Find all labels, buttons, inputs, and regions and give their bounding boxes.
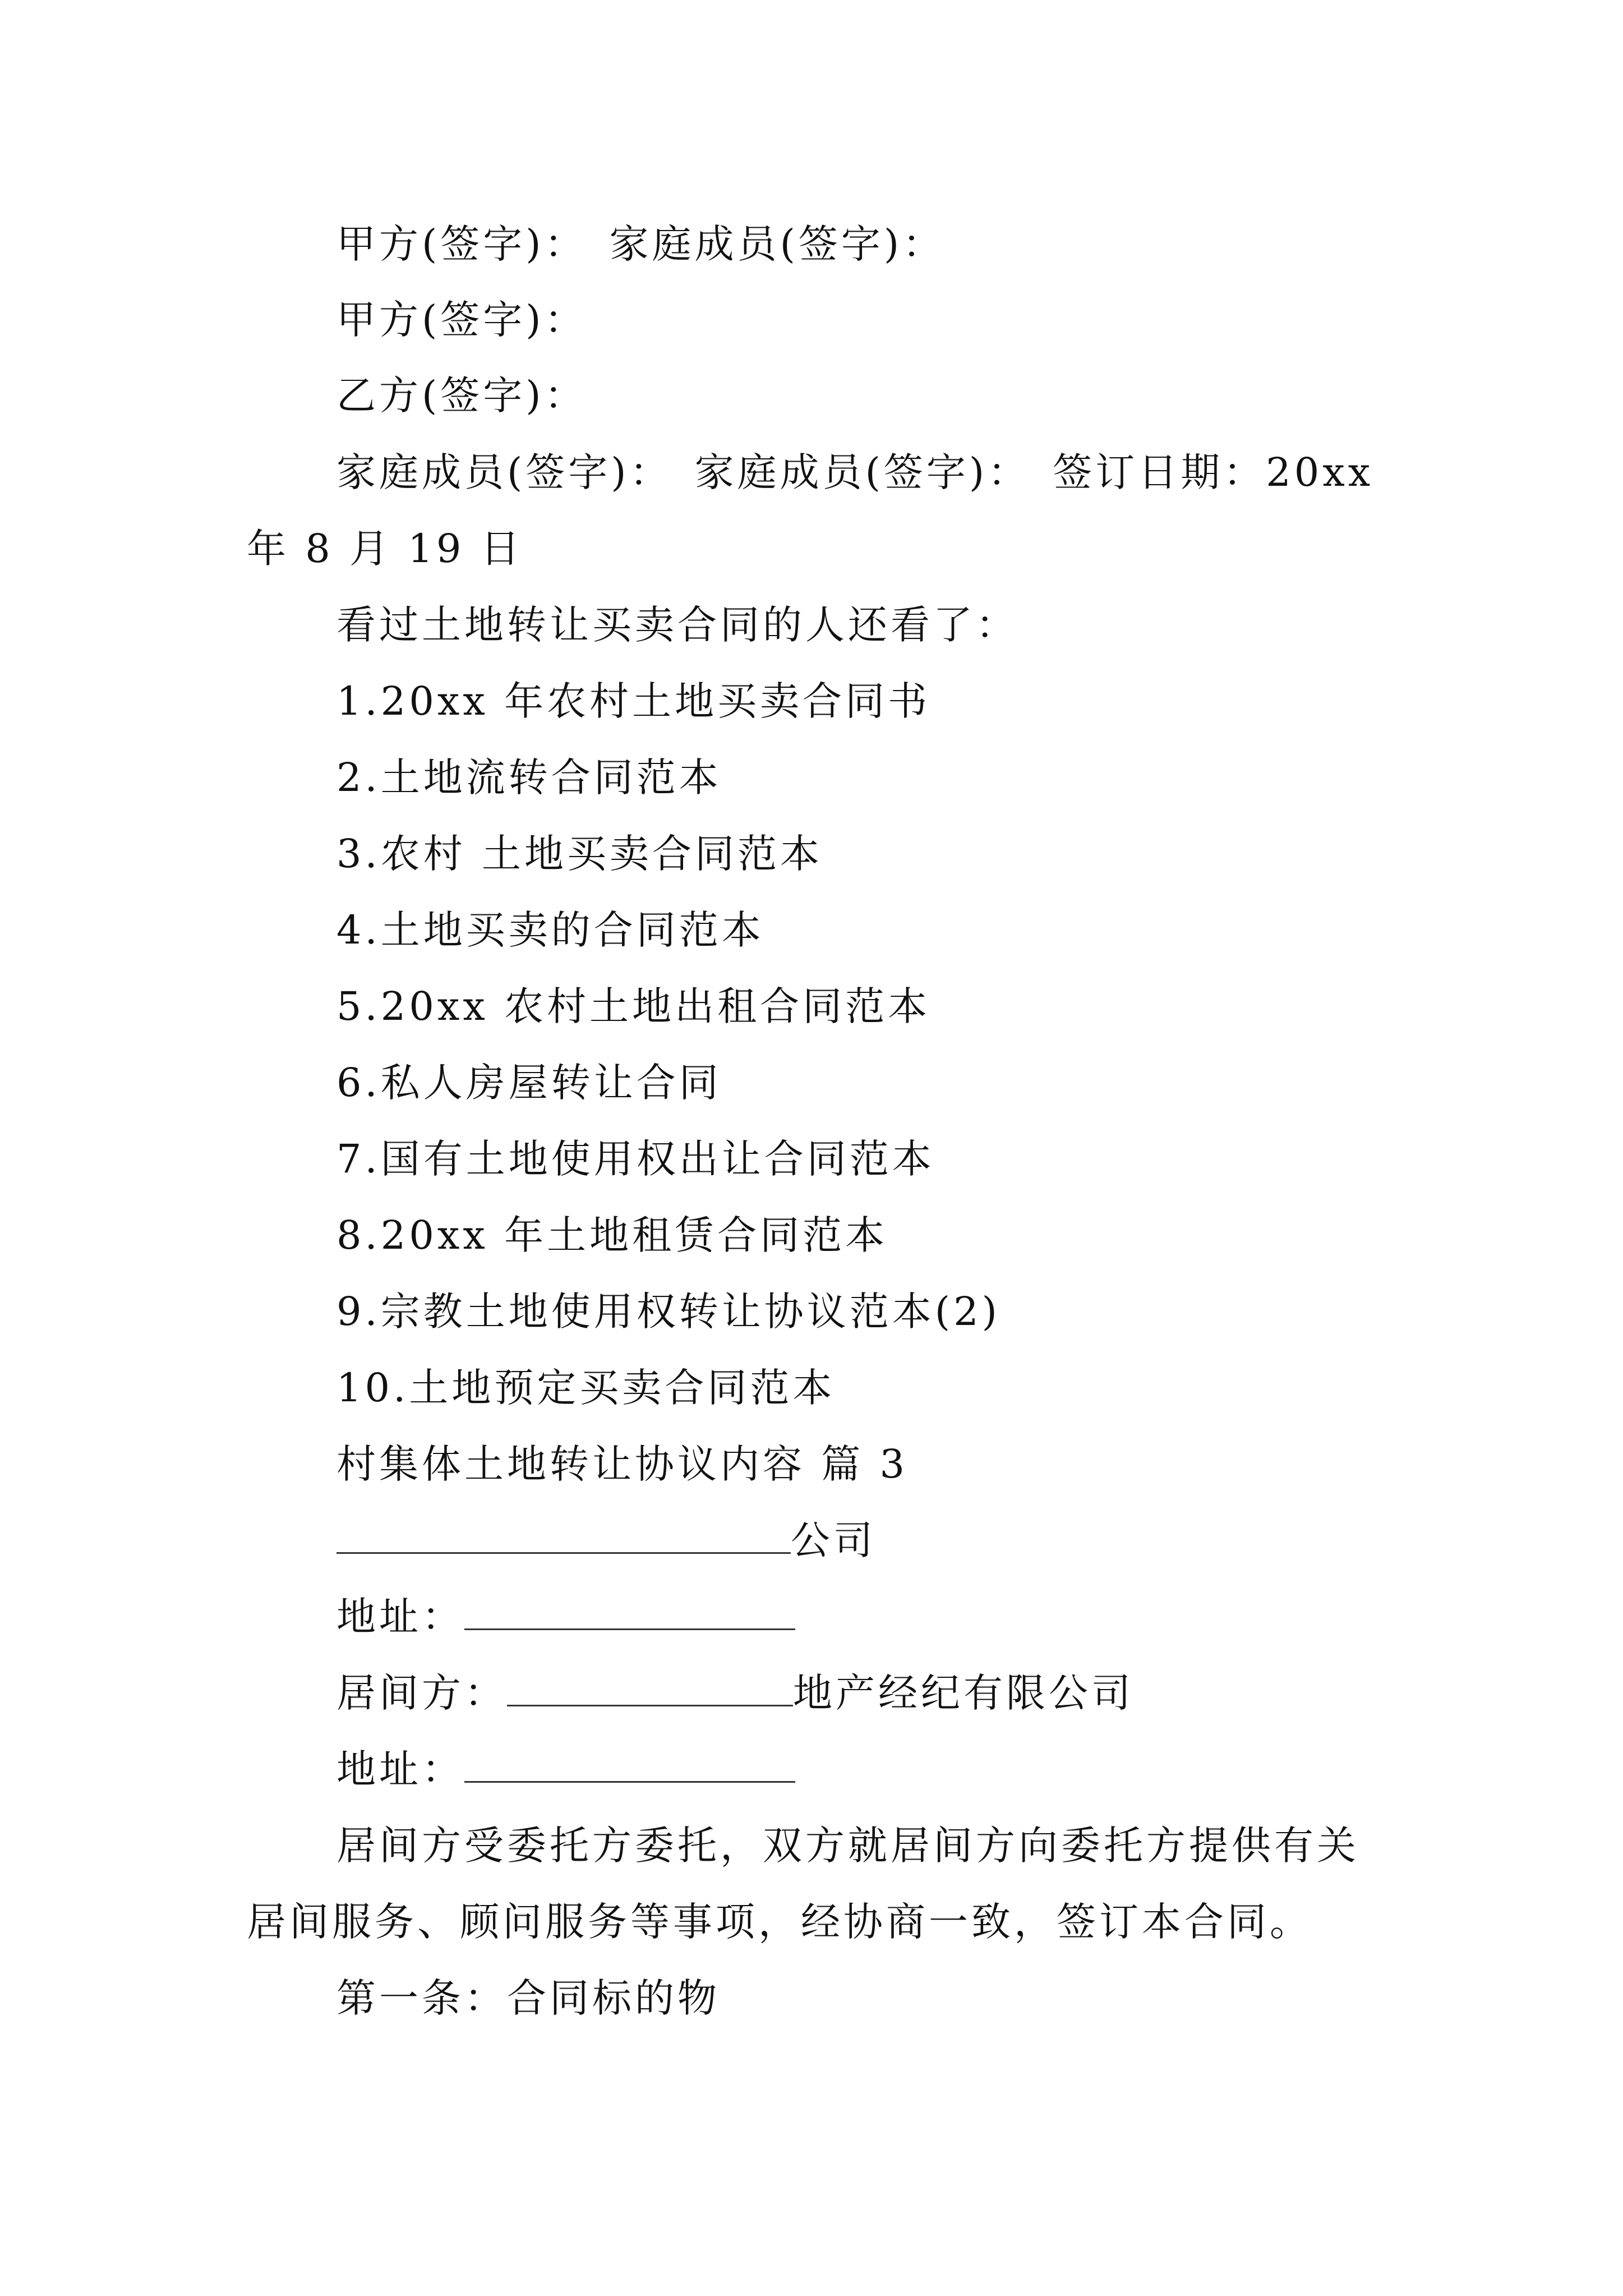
list-item[interactable] [0, 826, 1623, 882]
list-item-text[interactable]: 1.20xx 年农村土地买卖合同书 [336, 678, 931, 724]
address-line-2 [0, 1741, 1623, 1797]
list-item[interactable] [0, 1131, 1623, 1187]
list-item-text[interactable]: 5.20xx 农村土地出租合同范本 [336, 983, 931, 1029]
article-heading-text: 第一条：合同标的物 [336, 1975, 720, 2021]
family-member-signature-label-3: 家庭成员(签字)： [694, 449, 1031, 495]
paragraph-line-1 [0, 1818, 1623, 1874]
article-heading [0, 1970, 1623, 2026]
address-label: 地址： [336, 1594, 464, 1640]
address-blank [464, 1589, 795, 1630]
signing-date-label: 签订日期：20xx [1053, 449, 1374, 495]
signature-line-4 [0, 444, 1623, 500]
list-item[interactable] [0, 978, 1623, 1034]
list-item-text[interactable]: 7.国有土地使用权出让合同范本 [336, 1136, 935, 1182]
signature-line-2 [0, 292, 1623, 348]
address-blank-2 [464, 1742, 795, 1783]
company-name-blank [336, 1513, 791, 1554]
company-suffix: 公司 [791, 1517, 876, 1563]
list-item-text[interactable]: 9.宗教土地使用权转让协议范本(2) [336, 1289, 1000, 1335]
related-heading-text: 看过土地转让买卖合同的人还看了： [336, 602, 1018, 648]
list-item[interactable] [0, 749, 1623, 806]
address-label-2: 地址： [336, 1746, 464, 1792]
address-line [0, 1589, 1623, 1645]
list-item-text[interactable]: 10.土地预定买卖合同范本 [336, 1365, 836, 1411]
signing-date-continued [0, 521, 1623, 577]
signature-line-1 [0, 216, 1623, 272]
list-item-text[interactable]: 4.土地买卖的合同范本 [336, 907, 764, 953]
paragraph-text: 居间服务、顾问服务等事项，经协商一致，签订本合同。 [247, 1899, 1312, 1945]
signature-line-3 [0, 367, 1623, 424]
list-item-text[interactable]: 2.土地流转合同范本 [336, 754, 722, 800]
list-item[interactable] [0, 1207, 1623, 1263]
list-item[interactable] [0, 673, 1623, 729]
broker-label: 居间方： [336, 1670, 507, 1716]
list-item[interactable] [0, 902, 1623, 958]
section-title-text: 村集体土地转让协议内容 篇 3 [336, 1441, 909, 1487]
list-item[interactable] [0, 1283, 1623, 1340]
list-item-text[interactable]: 3.农村 土地买卖合同范本 [336, 831, 823, 877]
list-item-text[interactable]: 8.20xx 年土地租赁合同范本 [336, 1212, 888, 1258]
list-item[interactable] [0, 1360, 1623, 1416]
paragraph-text: 居间方受委托方委托，双方就居间方向委托方提供有关 [336, 1823, 1359, 1869]
party-b-signature-label: 乙方(签字)： [336, 372, 587, 418]
section-title [0, 1436, 1623, 1492]
list-item[interactable] [0, 1055, 1623, 1111]
signing-date-value: 年 8 月 19 日 [247, 526, 523, 572]
list-item-text[interactable]: 6.私人房屋转让合同 [336, 1060, 722, 1106]
broker-line [0, 1665, 1623, 1721]
family-member-signature-label-2: 家庭成员(签字)： [336, 449, 672, 495]
family-member-signature-label: 家庭成员(签字)： [609, 221, 946, 267]
party-a-signature-label: 甲方(签字)： [336, 221, 587, 267]
related-heading [0, 597, 1623, 653]
broker-name-blank [507, 1665, 793, 1706]
broker-suffix: 地产经纪有限公司 [793, 1670, 1134, 1716]
party-a-signature-label-2: 甲方(签字)： [336, 297, 587, 343]
company-line [0, 1512, 1623, 1568]
paragraph-line-2 [0, 1894, 1623, 1950]
